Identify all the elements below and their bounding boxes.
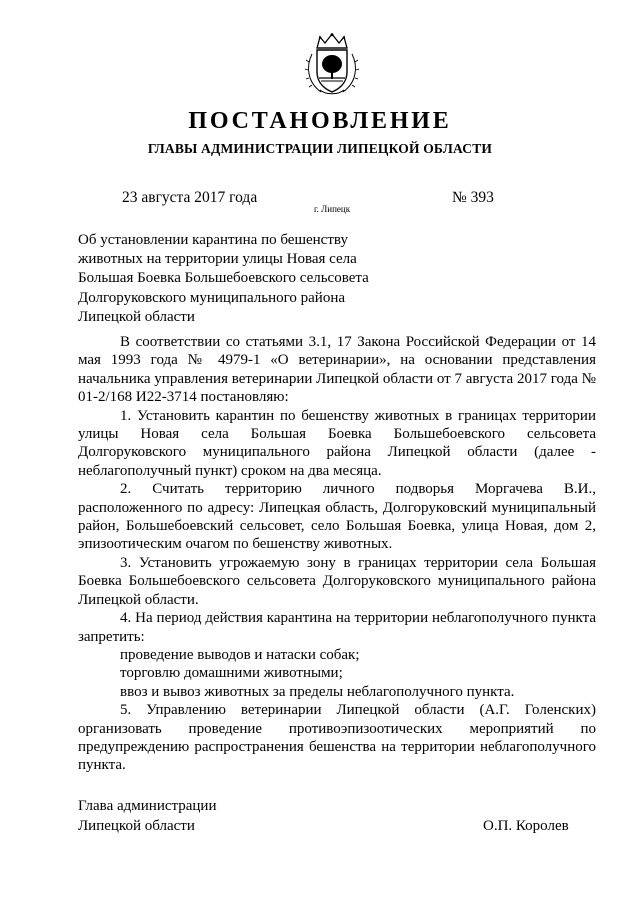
clause-4-list-item: ввоз и вывоз животных за пределы неблагополучного пункта.: [120, 683, 515, 700]
clause-1: 1. Установить карантин по бешенству животных в границах территории улицы Новая села Большая Боевка Большебоевского сельсовета Долгоруковского муниципального района Липецкой области (далее - неблагополучный пункт) сроком на два месяца.: [78, 407, 596, 479]
subject-line: Об установлении карантина по бешенству: [78, 232, 348, 248]
subject-line: животных на территории улицы Новая села: [78, 251, 357, 268]
subject-line: Липецкой области: [78, 308, 195, 325]
subject-line: Долгоруковского муниципального района: [78, 289, 346, 306]
document-number: № 393: [452, 189, 494, 206]
signatory-position: [78, 796, 216, 836]
document-subtitle: ГЛАВЫ АДМИНИСТРАЦИИ ЛИПЕЦКОЙ ОБЛАСТИ: [147, 141, 493, 156]
subject-line: Большая Боевка Большебоевского сельсовета: [78, 270, 369, 287]
clause-5: 5. Управлению ветеринарии Липецкой области (А.Г. Голенских) организовать проведение противоэпизоотических мероприятий по предупреждению распространения бешенства на территории неблагополучного пункта.: [78, 702, 596, 774]
document-subject: [78, 231, 369, 327]
signatory-position-line: Глава администрации: [78, 798, 217, 814]
document-body: [78, 333, 596, 775]
clause-4-list-item: проведение выводов и натаски собак;: [120, 646, 360, 663]
lipetsk-oblast-coat-of-arms-icon: [303, 32, 361, 96]
clause-4: 4. На период действия карантина на территории неблагополучного пункта запретить:: [78, 610, 596, 645]
signatory-position-line: Липецкой области: [78, 818, 195, 834]
document-title: ПОСТАНОВЛЕНИЕ: [188, 108, 452, 134]
clause-4-list-item: торговлю домашними животными;: [120, 665, 343, 682]
preamble-paragraph: В соответствии со статьями 3.1, 17 Закона Российской Федерации от 14 мая 1993 года № 4979-1 «О ветеринарии», на основании представления начальника управления ветеринарии Липецкой области от 7 августа 2017 года № 01-2/168 И22-3714 постановляю:: [78, 334, 596, 406]
clause-3: 3. Установить угрожаемую зону в границах территории села Большая Боевка Большебоевского сельсовета Долгоруковского муниципального района Липецкой области.: [78, 554, 596, 608]
document-date: 23 августа 2017 года: [122, 189, 258, 206]
document-place: г. Липецк: [314, 204, 351, 214]
signatory-name: О.П. Королев: [483, 818, 569, 834]
clause-2: 2. Считать территорию личного подворья Моргачева В.И., расположенного по адресу: Липецкая область, Долгоруковский муниципальный район, Большебоевский сельсовет, село Большая Боевка, улица Новая, дом 2, эпизоотическим очагом по бешенству животных.: [78, 481, 596, 553]
